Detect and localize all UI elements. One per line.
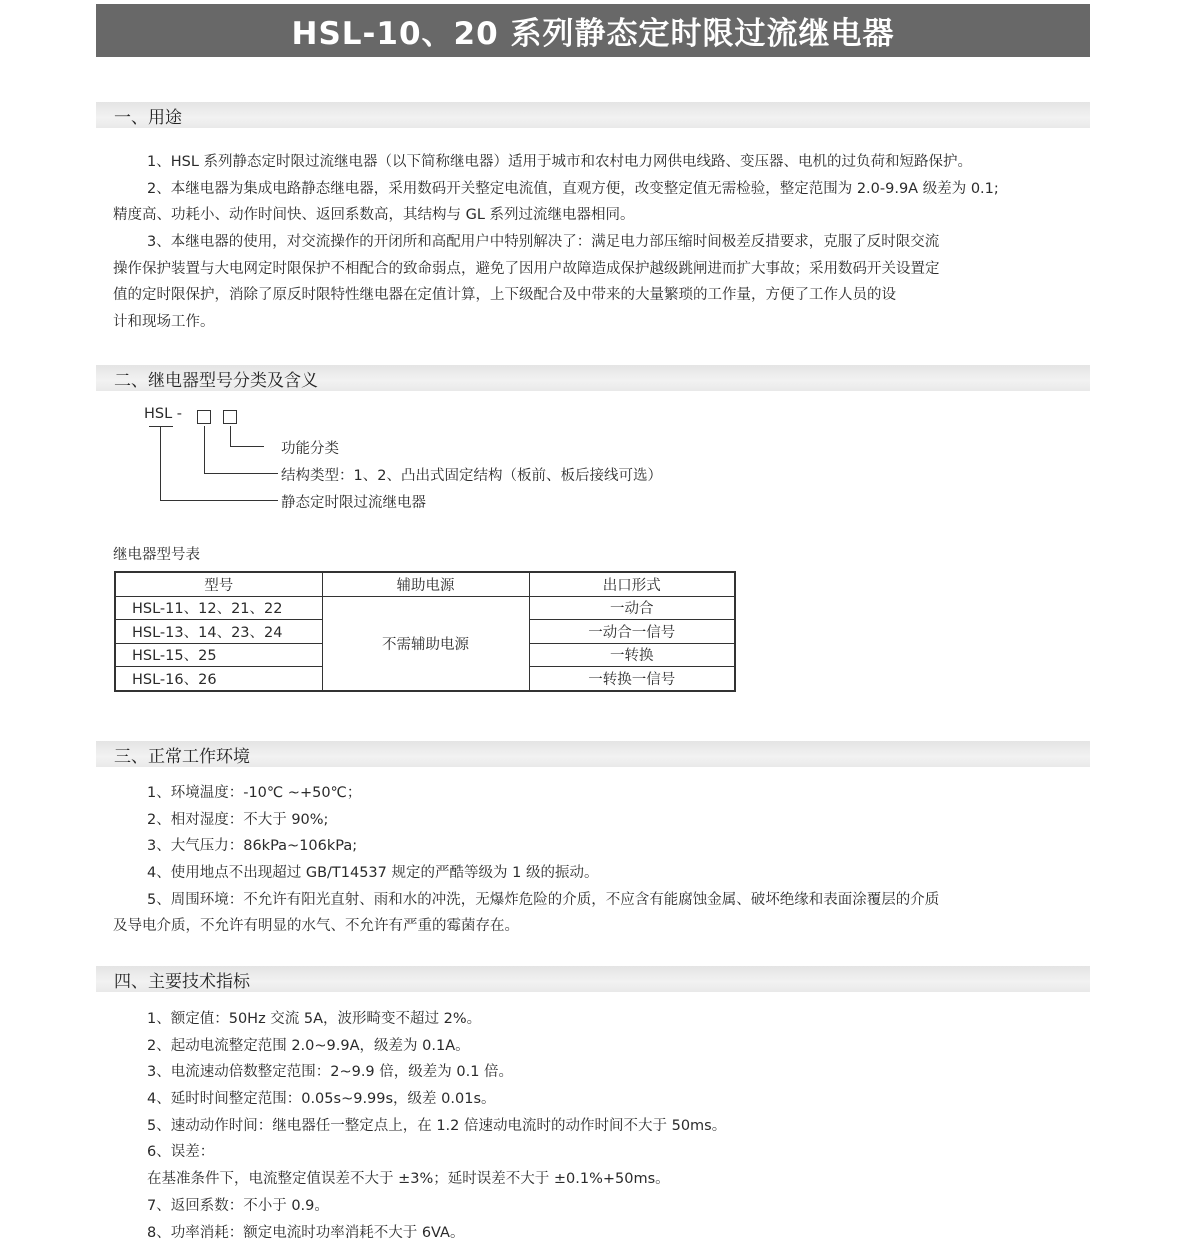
paragraph-line: 值的定时限保护，消除了原反时限特性继电器在定值计算，上下级配合及中带来的大量繁琐的工作量，方便了工作人员的设: [113, 287, 896, 304]
table-row: [115, 596, 735, 620]
connector-line: [230, 426, 231, 446]
paragraph-line: 3、电流速动倍数整定范围：2~9.9 倍，级差为 0.1 倍。: [147, 1064, 514, 1081]
model-code-diagram: [140, 402, 760, 522]
connector-line: [160, 500, 278, 501]
paragraph-line: 操作保护装置与大电网定时限保护不相配合的致命弱点，避免了因用户故障造成保护越级跳闸进而扩大事故；采用数码开关设置定: [113, 260, 940, 277]
column-header: 型号: [115, 572, 322, 596]
paragraph-line: 2、起动电流整定范围 2.0~9.9A，级差为 0.1A。: [147, 1037, 470, 1054]
model-cell: HSL-15、25: [115, 643, 322, 667]
paragraph-line: 7、返回系数：不小于 0.9。: [147, 1197, 329, 1214]
table-header-row: [115, 572, 735, 596]
page-title: HSL-10、20 系列静态定时限过流继电器: [96, 4, 1090, 57]
paragraph-line: 计和现场工作。: [113, 314, 215, 331]
paragraph-line: 1、HSL 系列静态定时限过流继电器（以下简称继电器）适用于城市和农村电力网供电线路、变压器、电机的过负荷和短路保护。: [147, 154, 973, 170]
connector-line: [160, 426, 161, 500]
section-heading: 三、正常工作环境: [114, 747, 250, 767]
model-cell: HSL-11、12、21、22: [115, 596, 322, 620]
connector-line: [204, 426, 205, 473]
model-cell: HSL-13、14、23、24: [115, 620, 322, 644]
output-cell: 一动合: [529, 596, 735, 620]
paragraph-line: 3、本继电器的使用，对交流操作的开闭所和高配用户中特别解决了：满足电力部压缩时间极差反措要求，克服了反时限交流: [147, 234, 940, 251]
paragraph-line: 8、功率消耗：额定电流时功率消耗不大于 6VA。: [147, 1224, 465, 1241]
paragraph-line: 在基准条件下，电流整定值误差不大于 ±3%；延时误差不大于 ±0.1%+50ms。: [147, 1171, 670, 1188]
section-heading: 二、继电器型号分类及含义: [114, 371, 318, 391]
paragraph-line: 6、误差：: [147, 1144, 215, 1161]
table-caption: 继电器型号表: [113, 547, 200, 563]
aux-power-cell: 不需辅助电源: [322, 596, 529, 691]
paragraph-line: 1、环境温度：-10℃ ~+50℃；: [147, 785, 362, 801]
model-table: [114, 571, 736, 692]
section-header-technical-specs: [96, 966, 1090, 992]
section-heading: 一、用途: [114, 108, 182, 128]
section-body-environment: [113, 780, 1091, 940]
model-code: HSL -: [144, 406, 183, 422]
paragraph-line: 3、大气压力：86kPa~106kPa;: [147, 838, 358, 855]
paragraph-line: 1、额定值：50Hz 交流 5A，波形畸变不超过 2%。: [147, 1011, 482, 1027]
paragraph-line: 及导电介质，不允许有明显的水气、不允许有严重的霉菌存在。: [113, 918, 519, 935]
output-cell: 一转换一信号: [529, 667, 735, 691]
connector-line: [230, 446, 264, 447]
code-box-function: [223, 410, 237, 424]
section-body-technical-specs: [113, 1006, 1091, 1246]
section-header-purpose: [96, 102, 1090, 128]
section-heading: 四、主要技术指标: [114, 972, 250, 992]
label-structure: 结构类型：1、2、凸出式固定结构（板前、板后接线可选）: [281, 468, 662, 484]
column-header: 辅助电源: [322, 572, 529, 596]
label-name: 静态定时限过流继电器: [281, 495, 426, 511]
section-header-model-classification: [96, 365, 1090, 391]
label-function: 功能分类: [281, 441, 339, 457]
output-cell: 一转换: [529, 643, 735, 667]
column-header: 出口形式: [529, 572, 735, 596]
paragraph-line: 4、使用地点不出现超过 GB/T14537 规定的严酷等级为 1 级的振动。: [147, 865, 599, 882]
paragraph-line: 4、延时时间整定范围：0.05s~9.99s，级差 0.01s。: [147, 1091, 496, 1108]
paragraph-line: 精度高、功耗小、动作时间快、返回系数高，其结构与 GL 系列过流继电器相同。: [113, 207, 635, 224]
code-underline: [149, 426, 173, 427]
paragraph-line: 2、本继电器为集成电路静态继电器，采用数码开关整定电流值，直观方便，改变整定值无需检验，整定范围为 2.0-9.9A 级差为 0.1;: [147, 180, 999, 197]
output-cell: 一动合一信号: [529, 620, 735, 644]
section-header-environment: [96, 741, 1090, 767]
paragraph-line: 5、速动动作时间：继电器任一整定点上，在 1.2 倍速动电流时的动作时间不大于 50ms。: [147, 1117, 727, 1134]
model-cell: HSL-16、26: [115, 667, 322, 691]
section-body-purpose: [113, 149, 1091, 336]
paragraph-line: 5、周围环境：不允许有阳光直射、雨和水的冲洗，无爆炸危险的介质，不应含有能腐蚀金属、破坏绝缘和表面涂覆层的介质: [147, 891, 940, 908]
paragraph-line: 2、相对湿度：不大于 90%;: [147, 811, 329, 828]
connector-line: [204, 473, 278, 474]
code-box-structure: [197, 410, 211, 424]
